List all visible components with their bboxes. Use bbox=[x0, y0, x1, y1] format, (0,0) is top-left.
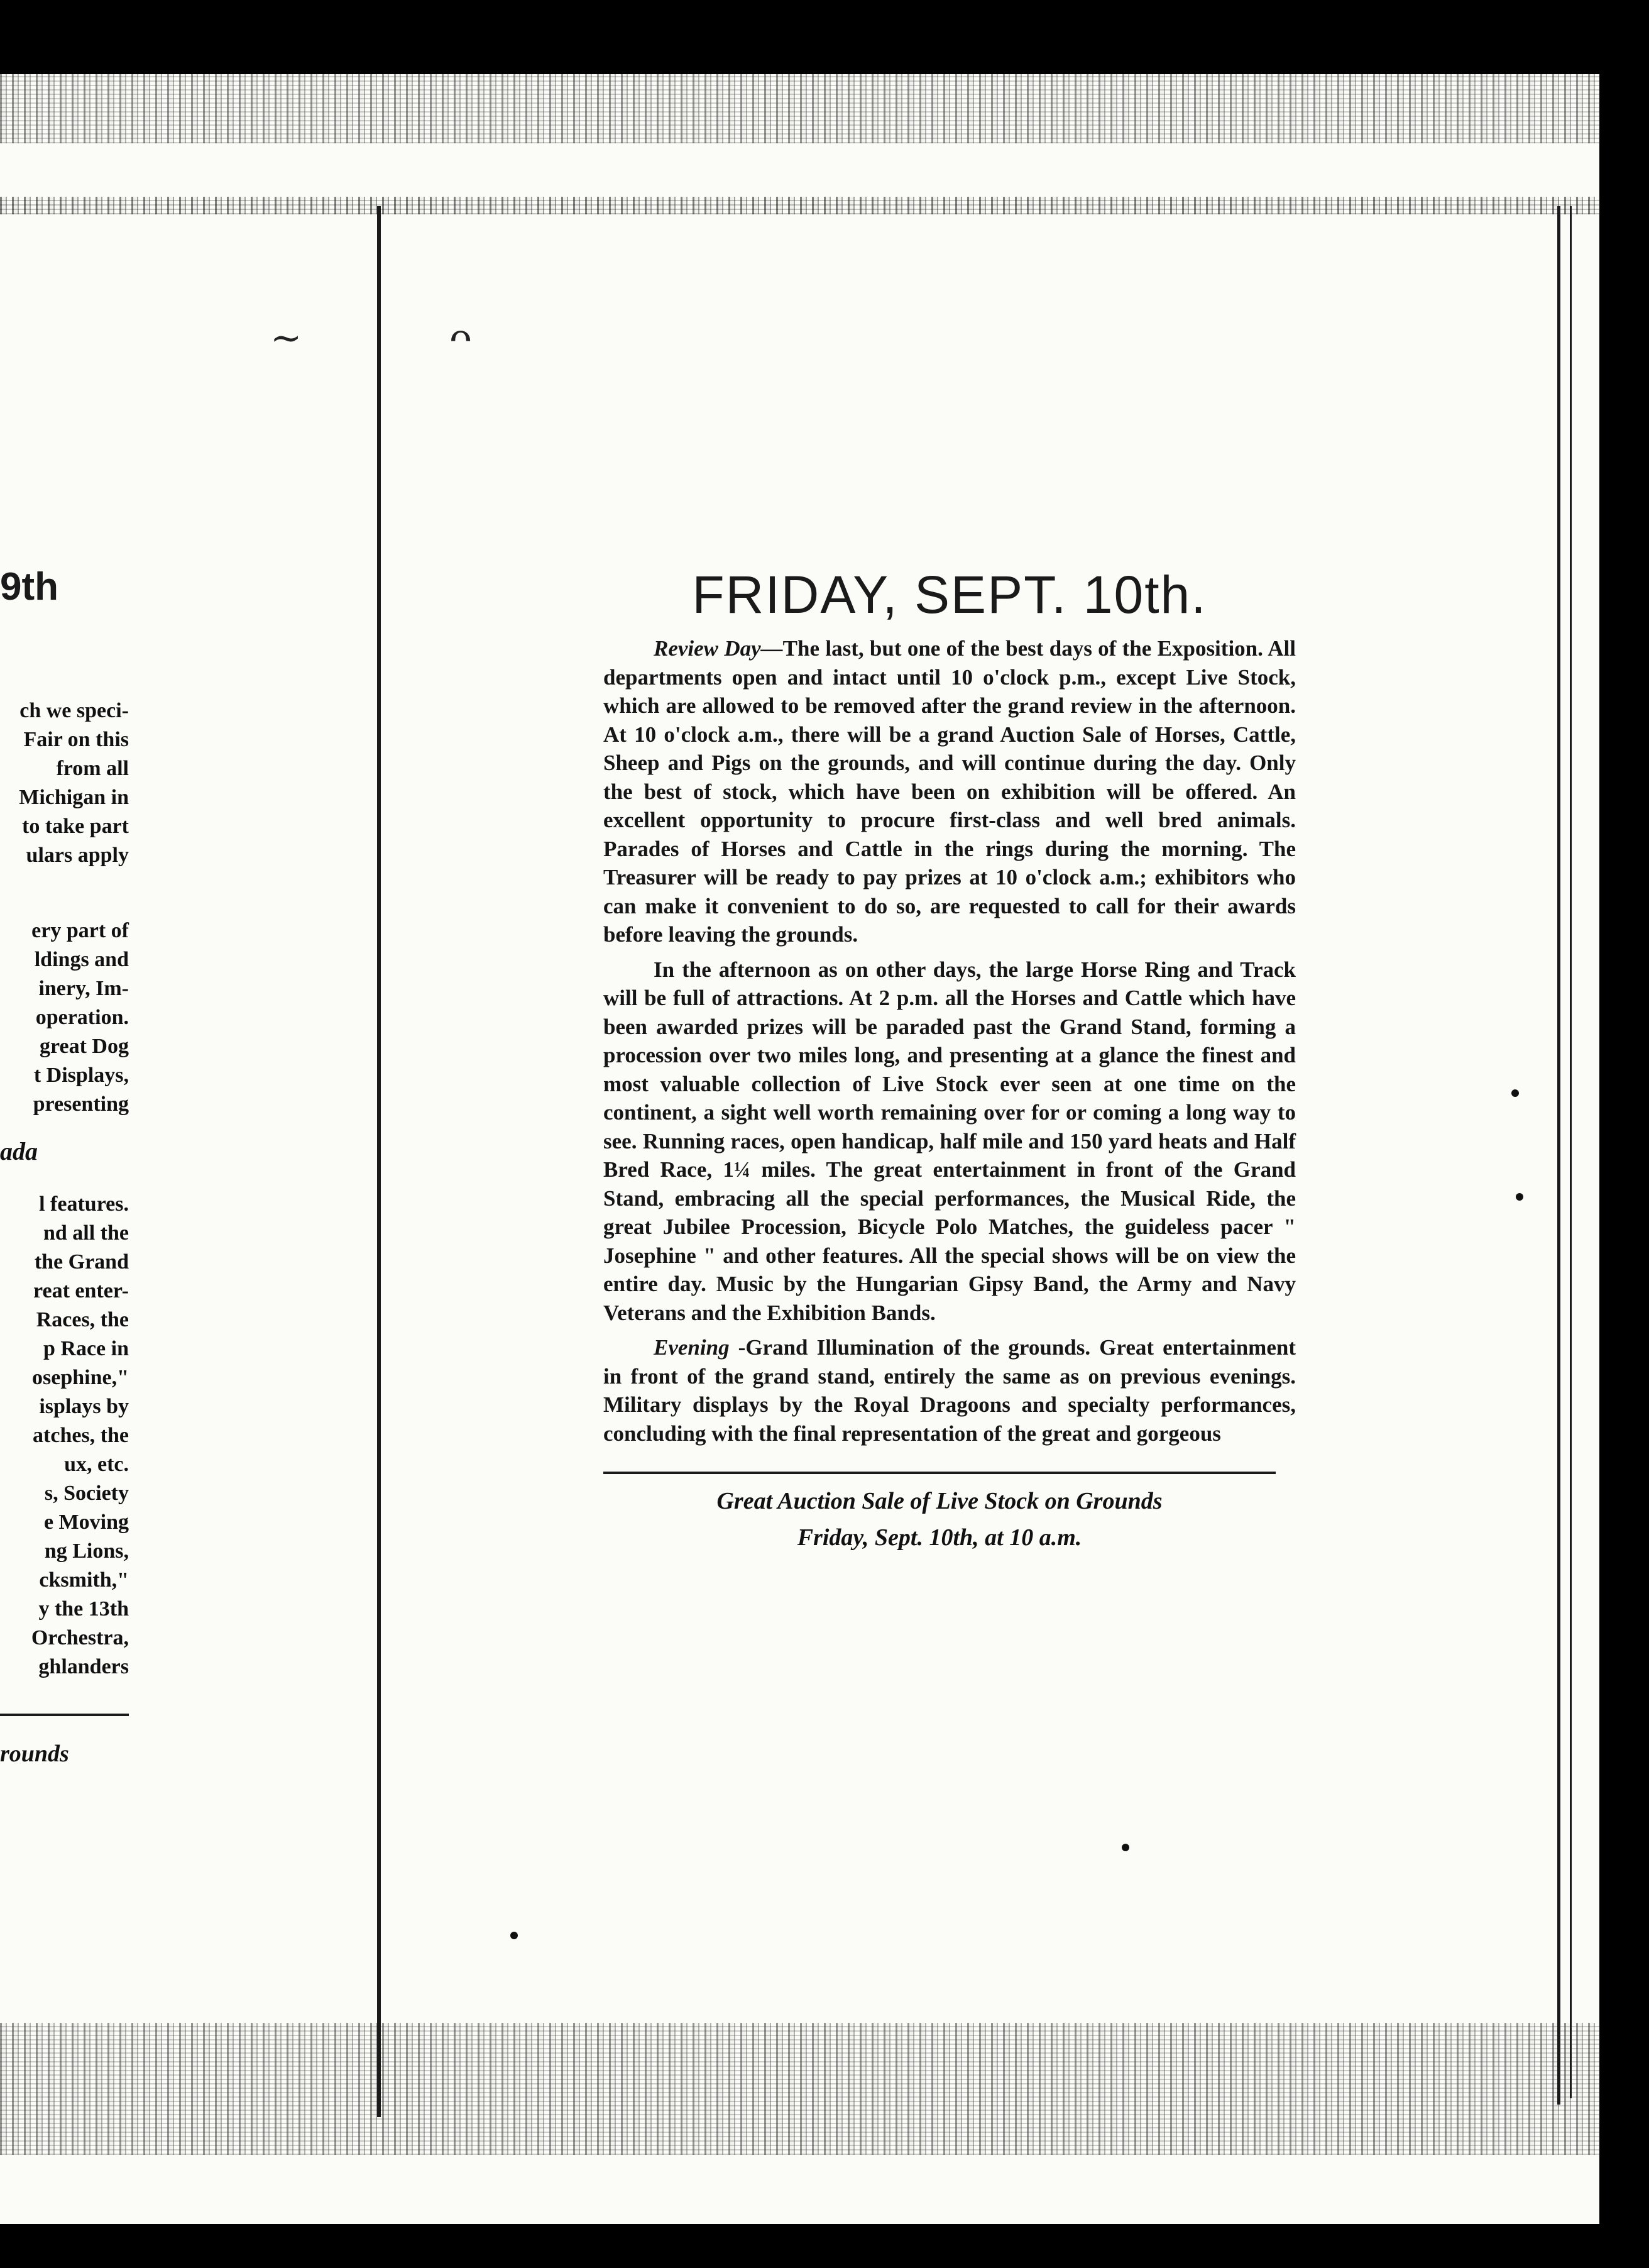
left-column-subheading: ada bbox=[0, 1137, 38, 1165]
left-column-line: inery, Im- bbox=[38, 977, 129, 1000]
ink-dot bbox=[1511, 1089, 1519, 1097]
left-column-line: ldings and bbox=[34, 948, 129, 971]
ink-mark: ~ bbox=[270, 316, 302, 360]
left-column-line: to take part bbox=[22, 815, 129, 838]
ink-dot bbox=[1122, 1844, 1129, 1851]
afternoon-paragraph: In the afternoon as on other days, the large Horse Ring and Track will be full of attractions. At 2 p.m. all the Horses and Cattle which have been awarded prizes will be paraded past the Grand Stand, forming a procession over two miles long, and presenting at a glance the finest and most valuable collection of Live Stock ever seen at one time on the continent, a sight well worth remaining over for or coming a long way to see. Running races, open handicap, half mile and 150 yard heats and Half Bred Race, 1¼ miles. The great entertainment in front of the Grand Stand, embracing all the special performances, the Musical Ride, the great Jubilee Procession, Bicycle Polo Matches, the guideless pacer " Josephine " and other features. All the special shows will be on view the entire day. Music by the Hungarian Gipsy Band, the Army and Navy Veterans and the Exhibition Bands. bbox=[603, 957, 1296, 1325]
auction-notice bbox=[603, 1483, 1276, 1556]
right-border-line-outer bbox=[1570, 206, 1572, 2098]
left-column-line: e Moving bbox=[43, 1511, 129, 1534]
evening-lead: Evening bbox=[654, 1335, 730, 1360]
ink-dot bbox=[510, 1932, 518, 1939]
left-column-line: ulars apply bbox=[26, 844, 129, 867]
left-column-line: t Displays, bbox=[33, 1064, 129, 1087]
newspaper-page bbox=[0, 74, 1599, 2224]
left-column-line: Fair on this bbox=[23, 728, 129, 751]
left-column-rule bbox=[0, 1714, 129, 1716]
column-divider bbox=[377, 206, 381, 2117]
left-column-line: from all bbox=[56, 757, 129, 780]
left-column-line: ery part of bbox=[31, 919, 129, 942]
left-column-line: Michigan in bbox=[19, 786, 129, 809]
evening-text: -Grand Illumination of the grounds. Great entertainment in front of the grand stand, entirely the same as on previous evenings. Military displays by the Royal Dragoons and specialty performances, concluding with the final representation of the great and gorgeous bbox=[603, 1335, 1296, 1446]
left-column-line: l features. bbox=[39, 1192, 129, 1216]
left-column-line: ng Lions, bbox=[44, 1539, 129, 1563]
review-day-lead: Review Day— bbox=[654, 636, 783, 661]
auction-notice-line-1: Great Auction Sale of Live Stock on Grounds bbox=[716, 1488, 1163, 1514]
left-column-line: s, Society bbox=[44, 1482, 129, 1505]
left-column-line: the Grand bbox=[34, 1250, 129, 1274]
scan-noise-bottom bbox=[0, 2023, 1599, 2155]
left-column-line: ghlanders bbox=[38, 1655, 129, 1678]
left-column-line: great Dog bbox=[40, 1035, 129, 1058]
left-column-line: Races, the bbox=[36, 1308, 129, 1331]
ink-mark: ᴖ bbox=[449, 316, 473, 360]
scan-noise-border bbox=[0, 197, 1599, 214]
left-column-line: ux, etc. bbox=[64, 1453, 129, 1476]
left-column-line: isplays by bbox=[39, 1395, 129, 1418]
left-column-line: nd all the bbox=[43, 1221, 129, 1245]
left-column-text-c bbox=[0, 1190, 129, 1682]
scan-noise-top bbox=[0, 74, 1599, 143]
ink-dot bbox=[1516, 1193, 1523, 1201]
right-border-line bbox=[1557, 206, 1560, 2105]
left-column-line: Orchestra, bbox=[31, 1626, 129, 1649]
left-column-line: p Race in bbox=[43, 1337, 129, 1360]
friday-article bbox=[603, 564, 1296, 1556]
left-column-heading: 9th bbox=[0, 565, 58, 608]
left-column-line: atches, the bbox=[33, 1424, 129, 1447]
article-headline: FRIDAY, SEPT. 10th. bbox=[692, 565, 1207, 624]
left-column-line: presenting bbox=[33, 1093, 129, 1116]
left-column-line: y the 13th bbox=[38, 1597, 129, 1621]
left-column-line: operation. bbox=[35, 1006, 129, 1029]
left-column-line: ch we speci- bbox=[19, 699, 129, 722]
left-column-text-a bbox=[0, 696, 129, 870]
review-day-text: The last, but one of the best days of the Exposition. All departments open and intact until 10 o'clock p.m., except Live Stock, which are allowed to be removed after the grand review in the afternoon. At 10 o'clock a.m., there will be a grand Auction Sale of Horses, Cattle, Sheep and Pigs on the grounds, and will continue during the day. Only the best of stock, which have been on exhibition will be offered. An excellent opportunity to procure first-class and well bred animals. Parades of Horses and Cattle in the rings during the morning. The Treasurer will be ready to pay prizes at 10 o'clock a.m.; exhibitors who can make it convenient to do so, are requested to call for their awards before leaving the grounds. bbox=[603, 636, 1296, 947]
left-column-line: reat enter- bbox=[33, 1279, 129, 1302]
left-column-footer: rounds bbox=[0, 1741, 69, 1767]
review-day-paragraph bbox=[603, 634, 1296, 949]
notice-rule bbox=[603, 1472, 1276, 1474]
evening-paragraph bbox=[603, 1333, 1296, 1448]
left-column-line: cksmith," bbox=[39, 1568, 129, 1592]
left-column-line: osephine," bbox=[32, 1366, 129, 1389]
auction-notice-line-2: Friday, Sept. 10th, at 10 a.m. bbox=[797, 1524, 1082, 1551]
left-column-text-b bbox=[0, 917, 129, 1119]
